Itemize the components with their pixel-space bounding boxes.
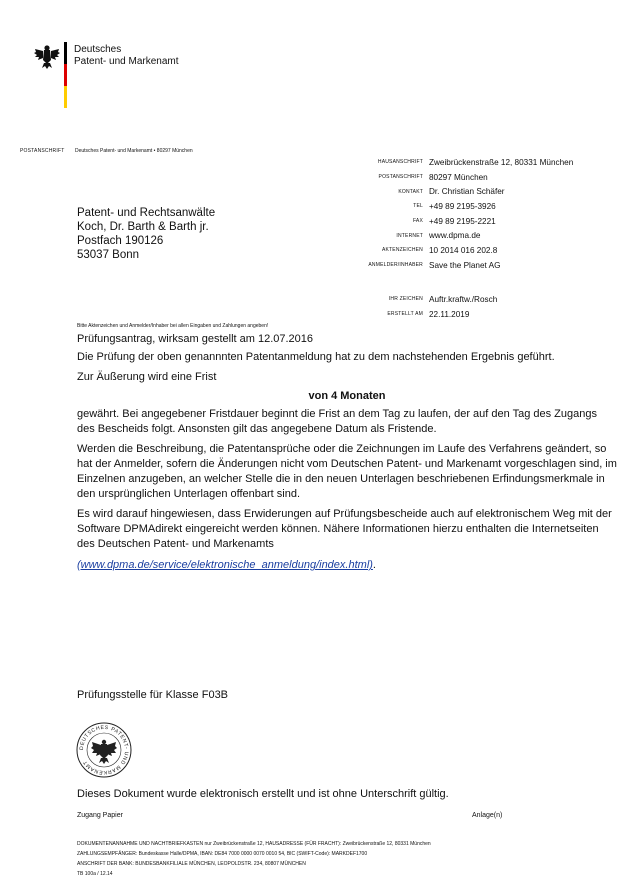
info-value: Save the Planet AG bbox=[429, 260, 501, 270]
seal-text: DEUTSCHES PATENT- UND MARKENAMT bbox=[78, 724, 130, 776]
info-value: Auftr.kraftw./Rosch bbox=[429, 294, 498, 304]
info-label: FAX bbox=[412, 218, 423, 225]
info-block bbox=[330, 155, 573, 273]
body-paragraph: Es wird darauf hingewiesen, dass Erwiderungen auf Prüfungsbescheide auch auf elektronischem Weg mit der Software DPMAdirekt eingereicht werden können. Nähere Informationen hierzu enthalten die Internetseiten des Deutschen Patent- und Markenamts bbox=[77, 508, 612, 550]
body-paragraph: Prüfungsantrag, wirksam gestellt am 12.07.2016 bbox=[77, 333, 314, 345]
info-value: 80297 München bbox=[429, 172, 488, 182]
info-row-aktenzeichen bbox=[330, 243, 573, 258]
info-row-postanschrift bbox=[330, 170, 573, 185]
info-row-ihr-zeichen bbox=[330, 292, 497, 307]
info-row-kontakt bbox=[330, 184, 573, 199]
info-label: TEL bbox=[413, 203, 423, 210]
pruefungsstelle: Prüfungsstelle für Klasse F03B bbox=[77, 689, 229, 701]
official-seal-icon bbox=[76, 722, 132, 778]
letter-body bbox=[77, 332, 617, 578]
body-paragraph: Zur Äußerung wird eine Frist bbox=[77, 371, 217, 383]
zugang-label: Zugang Papier bbox=[77, 812, 123, 819]
flag-black bbox=[64, 42, 67, 64]
body-paragraph: Die Prüfung der oben genannnten Patentanmeldung hat zu dem nachstehenden Ergebnis geführt. bbox=[77, 351, 555, 363]
dpma-link[interactable]: (www.dpma.de/service/elektronische_anmeldung/index.html) bbox=[77, 559, 373, 571]
footer-line: ZAHLUNGSEMPFÄNGER: Bundeskasse Halle/DPMA, IBAN: DE84 7000 0000 0070 0010 54, BIC (SWIFT-Code): MARKDEF1700 bbox=[77, 851, 368, 857]
info-value: Zweibrückenstraße 12, 80331 München bbox=[429, 157, 574, 167]
link-paragraph bbox=[77, 558, 617, 573]
footer bbox=[77, 839, 431, 879]
info-label: INTERNET bbox=[396, 232, 423, 239]
info-value: www.dpma.de bbox=[429, 231, 481, 241]
office-name bbox=[74, 44, 179, 68]
link-suffix: . bbox=[372, 559, 376, 571]
info-row-anmelder bbox=[330, 258, 573, 273]
frist-duration: von 4 Monaten bbox=[308, 390, 386, 402]
recipient-line: Patent- und Rechtsanwälte bbox=[77, 207, 216, 219]
office-name-line2: Patent- und Markenamt bbox=[74, 56, 179, 67]
recipient-line: Postfach 190126 bbox=[77, 235, 164, 247]
flag-gold bbox=[64, 86, 67, 108]
postanschrift-text: Deutsches Patent- und Markenamt • 80297 München bbox=[75, 148, 193, 154]
eagle-logo-icon bbox=[33, 42, 61, 70]
info-row-internet bbox=[330, 228, 573, 243]
info-row-hausanschrift bbox=[330, 155, 573, 170]
info-value: +49 89 2195-2221 bbox=[429, 216, 496, 226]
info-row-erstellt bbox=[330, 307, 497, 322]
info-value: 22.11.2019 bbox=[429, 309, 470, 319]
info-row-tel bbox=[330, 199, 573, 214]
info-row-fax bbox=[330, 214, 573, 229]
info-value: Dr. Christian Schäfer bbox=[429, 187, 505, 197]
footer-line: DOKUMENTENANNAHME UND NACHTBRIEFKASTEN nur Zweibrückenstraße 12, HAUSADRESSE (FÜR FRACHT): Zweibrückenstraße 12, 80331 München bbox=[77, 841, 431, 847]
postanschrift-label: POSTANSCHRIFT bbox=[20, 148, 65, 154]
flag-bar bbox=[64, 42, 67, 108]
footer-line: ANSCHRIFT DER BANK: BUNDESBANKFILIALE MÜNCHEN, LEOPOLDSTR. 234, 80807 MÜNCHEN bbox=[77, 861, 306, 867]
reference-hint: Bitte Aktenzeichen und Anmelder/Inhaber bei allen Eingaben und Zahlungen angeben! bbox=[77, 323, 269, 329]
anlage-label: Anlage(n) bbox=[472, 812, 503, 819]
info-block-reference bbox=[330, 292, 497, 321]
info-label: HAUSANSCHRIFT bbox=[377, 159, 423, 166]
recipient-line: 53037 Bonn bbox=[77, 249, 140, 261]
info-label: AKTENZEICHEN bbox=[381, 247, 423, 254]
body-paragraph: gewährt. Bei angegebener Fristdauer beginnt die Frist an dem Tag zu laufen, der auf den Tag des Zugangs des Bescheids folgt. Ansonsten gilt das angegebene Datum als Fristende. bbox=[77, 408, 597, 435]
body-paragraph: Werden die Beschreibung, die Patentansprüche oder die Zeichnungen im Laufe des Verfahrens geändert, so hat der Anmelder, sofern die Änderungen nicht vom Deutschen Patent- und Markenamt vorgeschlagen sind, im Einzelnen anzugeben, an welcher Stelle die in den neuen Unterlagen beschriebenen Erfindungsmerkmale in den ursprünglichen Unterlagen offenbart sind. bbox=[77, 443, 617, 500]
info-label: IHR ZEICHEN bbox=[388, 296, 423, 303]
electronic-notice: Dieses Dokument wurde elektronisch erstellt und ist ohne Unterschrift gültig. bbox=[77, 788, 449, 800]
recipient-address bbox=[77, 206, 215, 262]
recipient-line: Koch, Dr. Barth & Barth jr. bbox=[77, 221, 209, 233]
flag-red bbox=[64, 64, 67, 86]
footer-line: TB 100a / 12.14 bbox=[77, 871, 113, 877]
office-name-line1: Deutsches bbox=[74, 44, 122, 55]
info-label: KONTAKT bbox=[398, 188, 423, 195]
info-label: ANMELDER/INHABER bbox=[368, 262, 423, 269]
info-value: 10 2014 016 202.8 bbox=[429, 245, 498, 255]
info-label: POSTANSCHRIFT bbox=[378, 174, 423, 181]
info-label: ERSTELLT AM bbox=[387, 311, 423, 318]
info-value: +49 89 2195-3926 bbox=[429, 201, 496, 211]
